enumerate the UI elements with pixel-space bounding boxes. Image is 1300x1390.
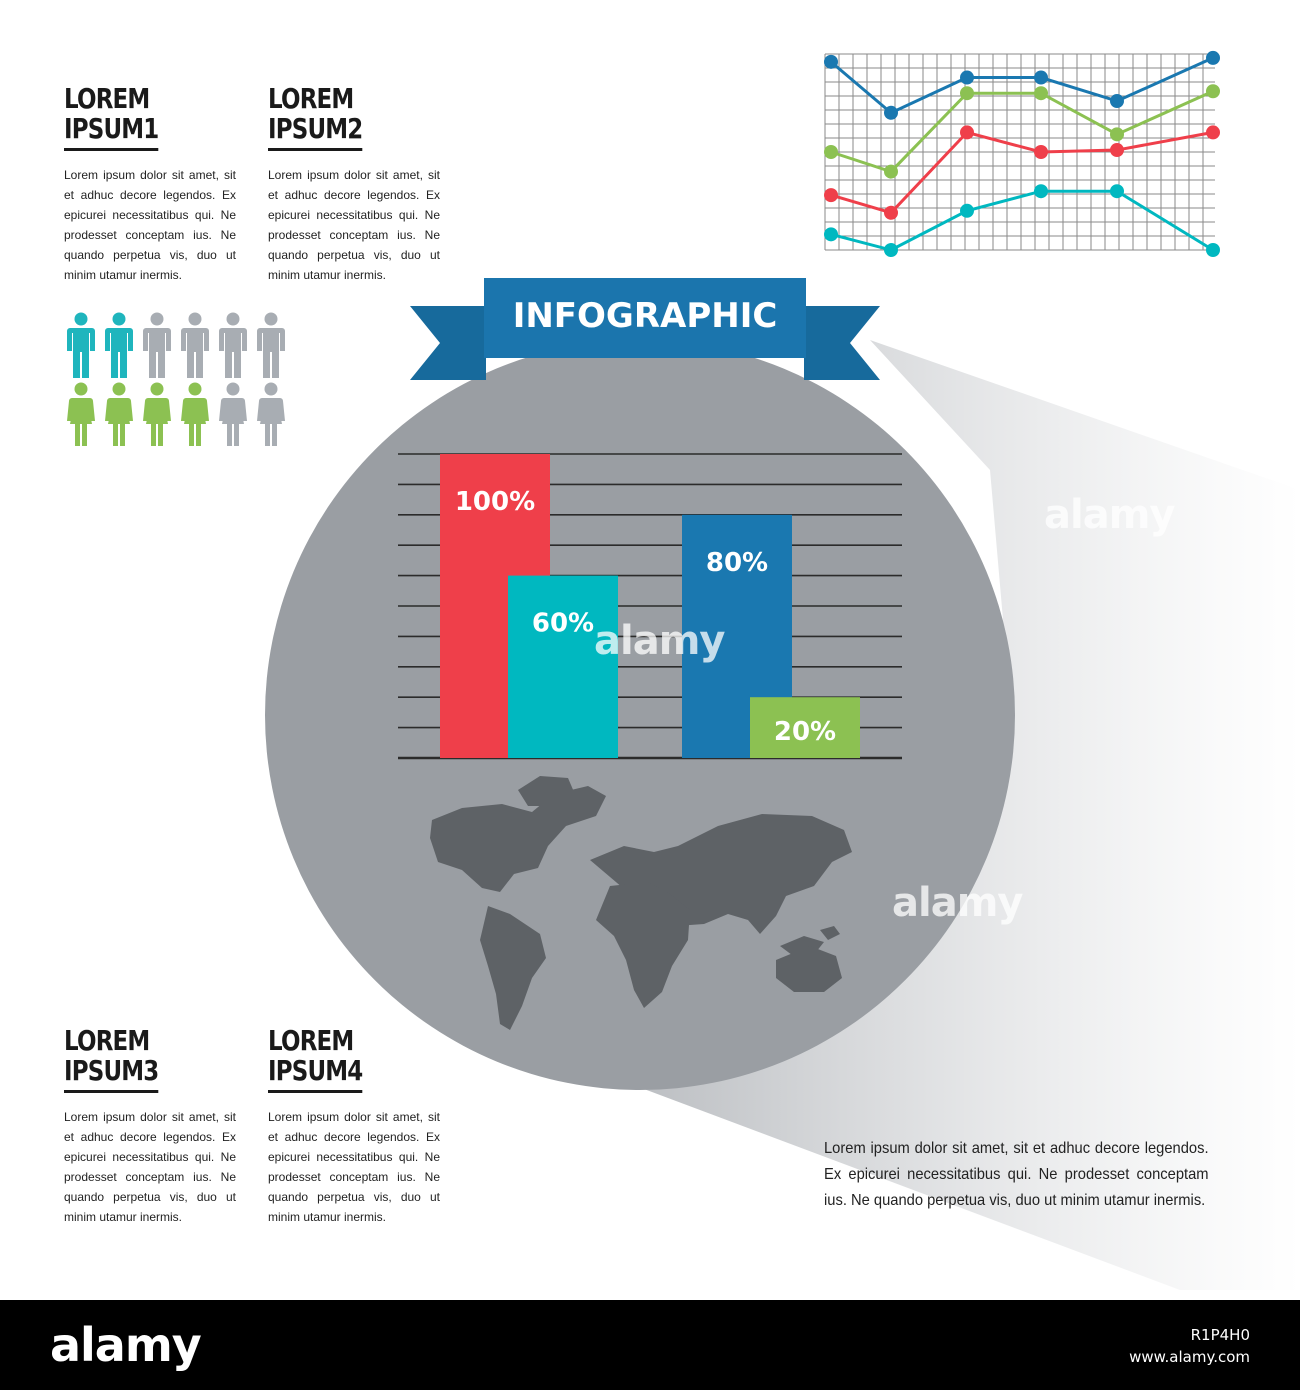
footer-bar xyxy=(0,1300,1300,1390)
watermark: alamy xyxy=(594,618,725,664)
ribbon-left-tail xyxy=(410,306,486,380)
lorem-title-4: LOREM IPSUM4 xyxy=(268,1026,409,1093)
ribbon-right-tail xyxy=(804,306,880,380)
bar xyxy=(508,576,618,758)
bar-label: 20% xyxy=(773,717,837,747)
footer-logo: alamy xyxy=(50,1318,201,1372)
image-id: R1P4H0 xyxy=(1190,1326,1250,1344)
lorem-text-3: Lorem ipsum dolor sit amet, sit et adhuc decore legendos. Ex epicurei necessitatibus qui. Ne prodesset conceptam ius. Ne quando perpetua vis, duo ut minim utamur inermis. xyxy=(64,1110,236,1224)
description-paragraph: Lorem ipsum dolor sit amet, sit et adhuc decore legendos. Ex epicurei necessitatibus qui. Ne prodesset conceptam ius. Ne quando perpetua vis, duo ut minim utamur inermis. xyxy=(824,1140,1209,1209)
lorem-title-3: LOREM IPSUM3 xyxy=(64,1026,205,1093)
bar-label: 100% xyxy=(454,487,536,517)
bar-label: 80% xyxy=(705,547,769,578)
footer-id xyxy=(1129,1324,1250,1368)
banner-title: INFOGRAPHIC xyxy=(512,296,778,336)
lorem-text-4: Lorem ipsum dolor sit amet, sit et adhuc decore legendos. Ex epicurei necessitatibus qui. Ne prodesset conceptam ius. Ne quando perpetua vis, duo ut minim utamur inermis. xyxy=(268,1110,440,1224)
lorem-text-2: Lorem ipsum dolor sit amet, sit et adhuc decore legendos. Ex epicurei necessitatibus qui. Ne prodesset conceptam ius. Ne quando perpetua vis, duo ut minim utamur inermis. xyxy=(268,168,440,282)
watermark: alamy xyxy=(1044,492,1175,538)
lorem-title-1: LOREM IPSUM1 xyxy=(64,84,205,151)
watermark: alamy xyxy=(892,880,1023,926)
lorem-title-2: LOREM IPSUM2 xyxy=(268,84,409,151)
site-url: www.alamy.com xyxy=(1129,1348,1250,1366)
bar-label: 60% xyxy=(531,608,595,639)
lorem-text-1: Lorem ipsum dolor sit amet, sit et adhuc decore legendos. Ex epicurei necessitatibus qui. Ne prodesset conceptam ius. Ne quando perpetua vis, duo ut minim utamur inermis. xyxy=(64,168,236,282)
